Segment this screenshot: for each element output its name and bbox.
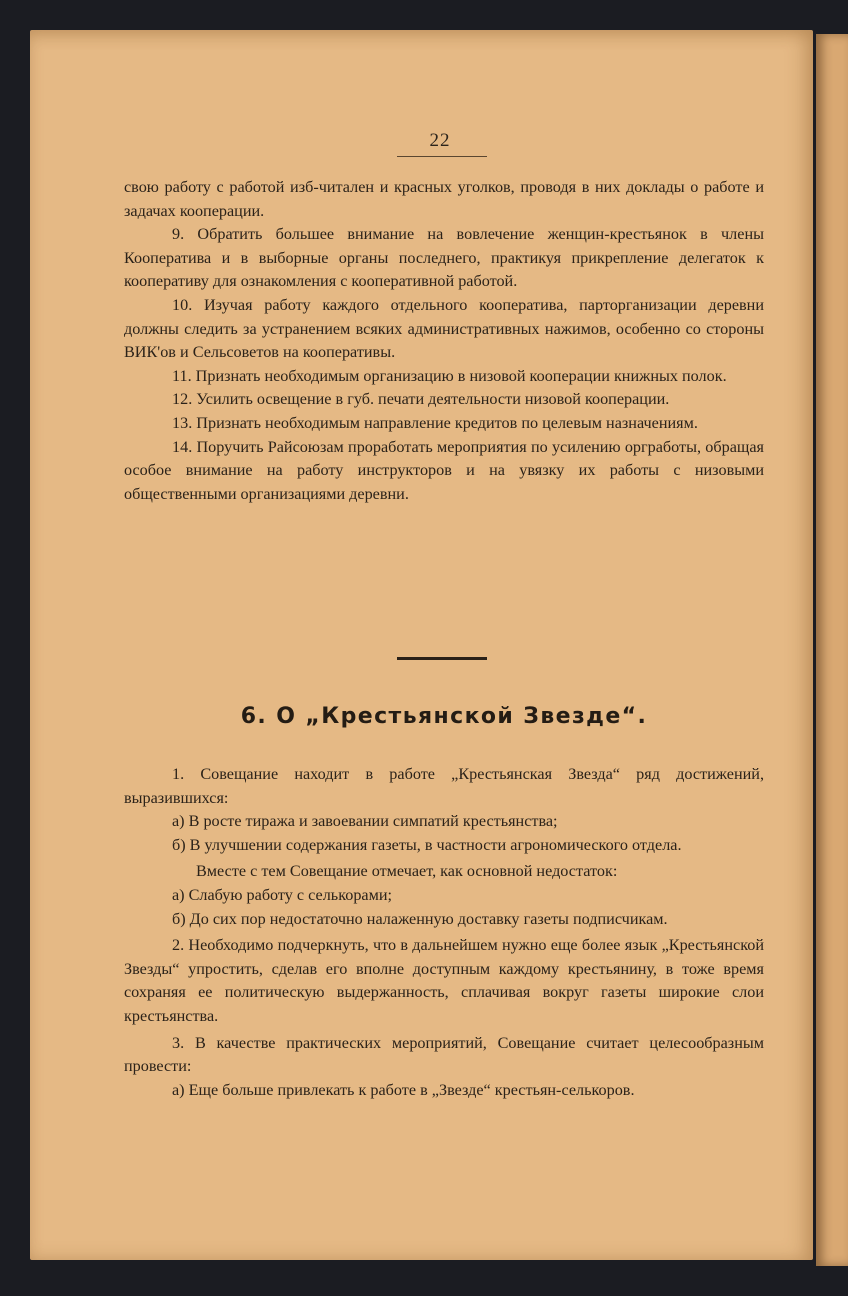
paragraph-item-10: 10. Изучая работу каждого отдельного кооператива, парторганизации деревни должны следить за устранением всяких административных нажимов, особенно со стороны ВИК'ов и Сельсоветов на кооперативы. (124, 295, 764, 362)
page-number-rule (397, 156, 487, 157)
paragraph-item-12: 12. Усилить освещение в губ. печати деятельности низовой кооперации. (172, 390, 670, 409)
paragraph-item-9: 9. Обратить большее внимание на вовлечение женщин-крестьянок в члены Кооператива и в выборные органы последнего, практикуя прикрепление делегаток к кооперативу для ознакомления с кооперативной работой. (124, 225, 764, 291)
section-shortcoming-b: б) До сих пор недостаточно налаженную доставку газеты подписчикам. (172, 909, 668, 928)
paragraph-item-14: 14. Поручить Райсоюзам проработать мероприятия по усилению оргработы, обращая особое внимание на работу инструкторов и на увязку их работы с низовыми общественными организациями деревни. (124, 437, 764, 503)
paragraph-item-11: 11. Признать необходимым организацию в низовой кооперации книжных полок. (172, 366, 727, 385)
section-paragraph-1: 1. Совещание находит в работе „Крестьянская Звезда“ ряд достижений, выразившихся: (124, 765, 764, 807)
top-text-block (124, 176, 764, 506)
next-page-edge (816, 34, 848, 1266)
paragraph-continuation: свою работу с работой изб-читален и красных уголков, проводя в них доклады о работе и задачах кооперации. (124, 178, 764, 220)
section-measure-a: а) Еще больше привлекать к работе в „Звезде“ крестьян-селькоров. (172, 1080, 635, 1099)
section-paragraph-3: 3. В качестве практических мероприятий, Совещание считает целесообразным провести: (124, 1033, 764, 1076)
section-heading: 6. О „Крестьянской Звезде“. (240, 704, 648, 729)
section-paragraph-2: 2. Необходимо подчеркнуть, что в дальнейшем нужно еще более язык „Крестьянской Звезды“ упростить, сделав его вполне доступным каждому крестьянину, в тоже время сохраняя ее политическую выдержанность, сплачивая вокруг газеты широкие слои крестьянства. (124, 936, 764, 1025)
page-number: 22 (429, 130, 451, 151)
section-shortcoming-a: а) Слабую работу с селькорами; (172, 885, 393, 904)
section-text-block (124, 763, 764, 1102)
section-subitem-b: б) В улучшении содержания газеты, в частности агрономического отдела. (172, 835, 682, 854)
section-divider (397, 657, 487, 660)
paragraph-item-13: 13. Признать необходимым направление кредитов по целевым назначениям. (172, 413, 698, 432)
section-subitem-a: а) В росте тиража и завоевании симпатий крестьянства; (172, 812, 558, 831)
section-shortcoming-intro: Вместе с тем Совещание отмечает, как основной недостаток: (196, 862, 618, 881)
